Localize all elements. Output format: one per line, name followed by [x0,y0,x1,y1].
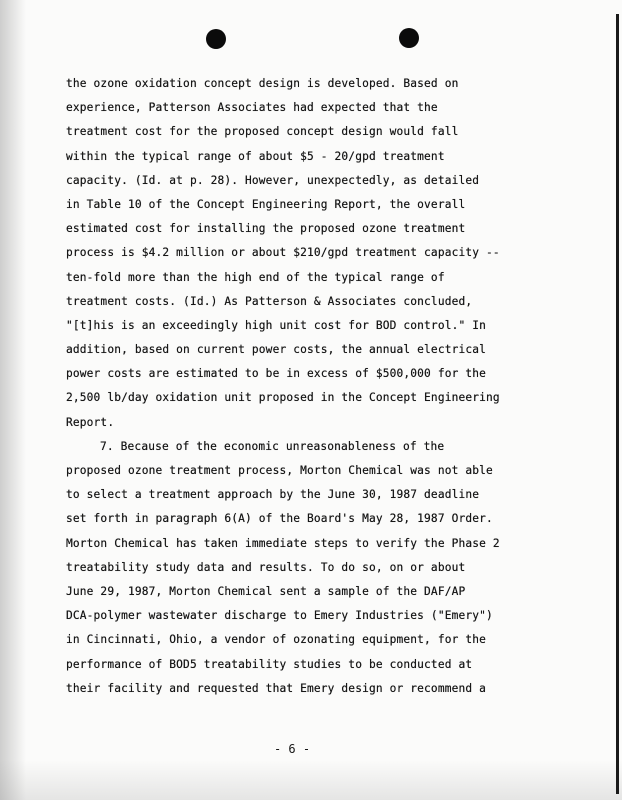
text-line: 2,500 lb/day oxidation unit proposed in the Concept Engineering [66,391,500,405]
text-line: Morton Chemical has taken immediate steps to verify the Phase 2 [66,536,500,550]
scan-noise-left [0,0,26,800]
text-line: within the typical range of about $5 - 20/gpd treatment [66,149,445,163]
text-line: proposed ozone treatment process, Morton Chemical was not able [66,464,493,477]
scan-noise-bottom [0,760,622,800]
punch-hole-left [206,29,226,49]
page-number: - 6 - [273,742,311,756]
text-line: treatment cost for the proposed concept design would fall [66,125,459,139]
text-line: ten-fold more than the high end of the typical range of [66,270,445,284]
scan-edge [616,14,619,794]
text-line: "[t]his is an exceedingly high unit cost for BOD control." In [66,318,487,332]
text-line: capacity. (Id. at p. 28). However, unexpectedly, as detailed [66,173,480,187]
text-line: addition, based on current power costs, the annual electrical [66,343,487,357]
text-line: DCA-polymer wastewater discharge to Emery Industries ("Emery") [66,609,493,623]
text-line: Report. [66,415,115,429]
punch-hole-right [399,28,419,48]
text-line: June 29, 1987, Morton Chemical sent a sample of the DAF/AP [66,584,466,598]
text-line: process is $4.2 million or about $210/gpd treatment capacity -- [66,246,500,260]
text-line: power costs are estimated to be in excess of $500,000 for the [66,367,487,381]
text-line: in Table 10 of the Concept Engineering Report, the overall [66,197,466,211]
text-line-paragraph-start: 7. Because of the economic unreasonableness of the [100,439,445,453]
text-line: estimated cost for installing the proposed ozone treatment [66,222,466,236]
text-line: experience, Patterson Associates had expected that the [66,101,438,115]
text-line: the ozone oxidation concept design is developed. Based on [66,77,459,90]
text-line: treatment costs. (Id.) As Patterson & Associates concluded, [66,294,473,308]
text-line: performance of BOD5 treatability studies to be conducted at [66,657,473,671]
text-line: to select a treatment approach by the June 30, 1987 deadline [66,488,480,502]
text-line: their facility and requested that Emery design or recommend a [66,681,487,695]
text-line: treatability study data and results. To do so, on or about [66,560,466,574]
body-text [66,72,528,701]
text-line: set forth in paragraph 6(A) of the Board's May 28, 1987 Order. [66,512,493,526]
text-line: in Cincinnati, Ohio, a vendor of ozonating equipment, for the [66,633,487,647]
